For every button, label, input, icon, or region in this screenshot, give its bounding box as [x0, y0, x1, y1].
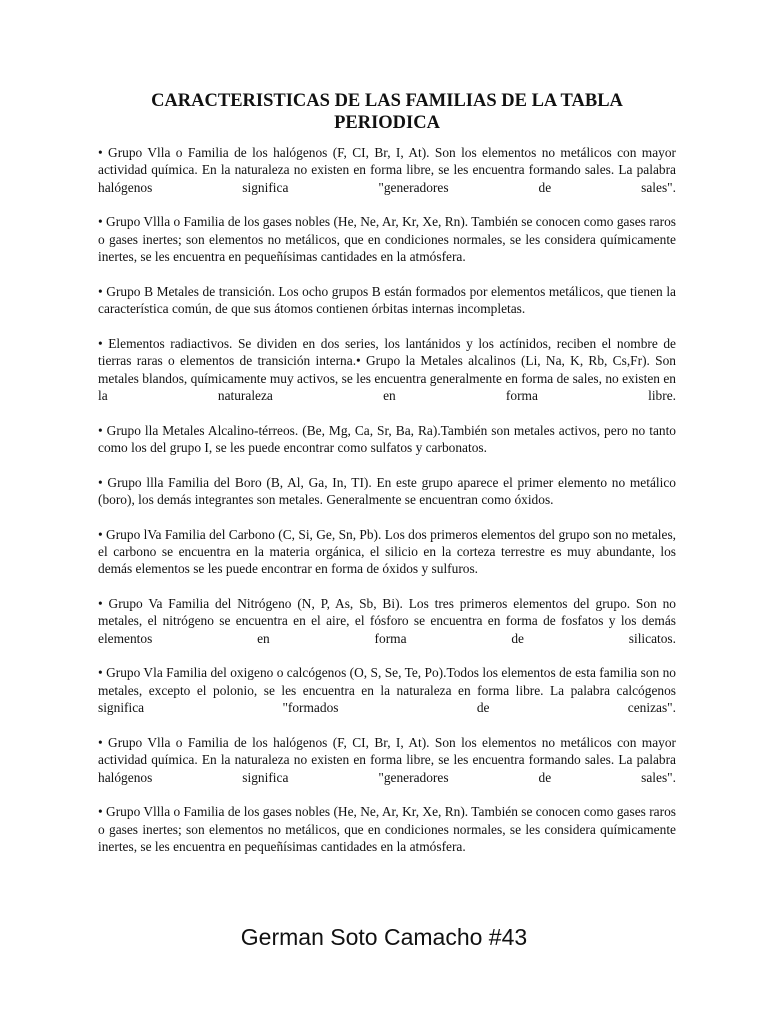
paragraph-gases-nobles-repeat: • Grupo Vllla o Familia de los gases nobles (He, Ne, Ar, Kr, Xe, Rn). También se conocen como gases raros o gases inertes; son elementos no metálicos, que en condiciones normales, se les considera químicamente inertes, se les encuentra en pequeñísimas cantidades en la atmósfera.	[98, 804, 676, 855]
paragraph-halogenos: • Grupo Vlla o Familia de los halógenos (F, CI, Br, I, At). Son los elementos no metálicos con mayor actividad química. En la naturaleza no existen en forma libre, se les encuentra formando sales. La palabra halógenos significa "generadores de sales".	[98, 145, 676, 195]
paragraph-familia-carbono: • Grupo lVa Familia del Carbono (C, Si, Ge, Sn, Pb). Los dos primeros elementos del grupo son no metales, el carbono se encuentra en la materia orgánica, el silicio en la corteza terrestre es muy abundante, los demás elementos se les puede encontrar en forma de óxidos y sulfuros.	[98, 526, 676, 577]
paragraph-alcalino-terreos: • Grupo lla Metales Alcalino-térreos. (Be, Mg, Ca, Sr, Ba, Ra).También son metales activos, pero no tanto como los del grupo I, se les puede encontrar como sulfatos y carbonatos.	[98, 422, 676, 456]
paragraph-gases-nobles: • Grupo Vllla o Familia de los gases nobles (He, Ne, Ar, Kr, Xe, Rn). También se conocen como gases raros o gases inertes; son elementos no metálicos, que en condiciones normales, se les considera químicamente inertes, se les encuentra en pequeñísimas cantidades en la atmósfera.	[98, 214, 676, 265]
author-signature: German Soto Camacho #43	[240, 924, 528, 950]
paragraph-familia-nitrogeno: • Grupo Va Familia del Nitrógeno (N, P, As, Sb, Bi). Los tres primeros elementos del grupo. Son no metales, el nitrógeno se encuentra en el aire, el fósforo se encuentra en forma de fosfatos y los demás elementos en forma de silicatos.	[98, 596, 676, 646]
paragraph-familia-boro: • Grupo llla Familia del Boro (B, Al, Ga, In, TI). En este grupo aparece el primer elemento no metálico (boro), los demás integrantes son metales. Generalmente se encuentran como óxidos.	[98, 474, 676, 508]
paragraph-radiactivos-alcalinos: • Elementos radiactivos. Se dividen en dos series, los lantánidos y los actínidos, reciben el nombre de tierras raras o elementos de transición interna.• Grupo la Metales alcalinos (Li, Na, K, Rb, Cs,Fr). Son metales blandos, químicamente muy activos, se les encuentra generalmente en forma de sales, no existen en la naturaleza en forma libre.	[98, 335, 676, 404]
paragraph-halogenos-repeat: • Grupo Vlla o Familia de los halógenos (F, CI, Br, I, At). Son los elementos no metálicos con mayor actividad química. En la naturaleza no existen en forma libre, se les encuentra formando sales. La palabra halógenos significa "generadores de sales".	[98, 734, 676, 785]
document-body	[98, 90, 676, 873]
paragraph-familia-oxigeno: • Grupo Vla Familia del oxigeno o calcógenos (O, S, Se, Te, Po).Todos los elementos de esta familia son no metales, excepto el polonio, se les encuentra en la naturaleza en forma libre. La palabra calcógenos significa "formados de cenizas".	[98, 665, 676, 716]
document-title: CARACTERISTICAS DE LAS FAMILIAS DE LA TABLA PERIODICA	[151, 91, 623, 133]
paragraph-metales-transicion: • Grupo B Metales de transición. Los ocho grupos B están formados por elementos metálicos, que tienen la característica común, de que sus átomos contienen órbitas internas incompletas.	[98, 283, 676, 317]
